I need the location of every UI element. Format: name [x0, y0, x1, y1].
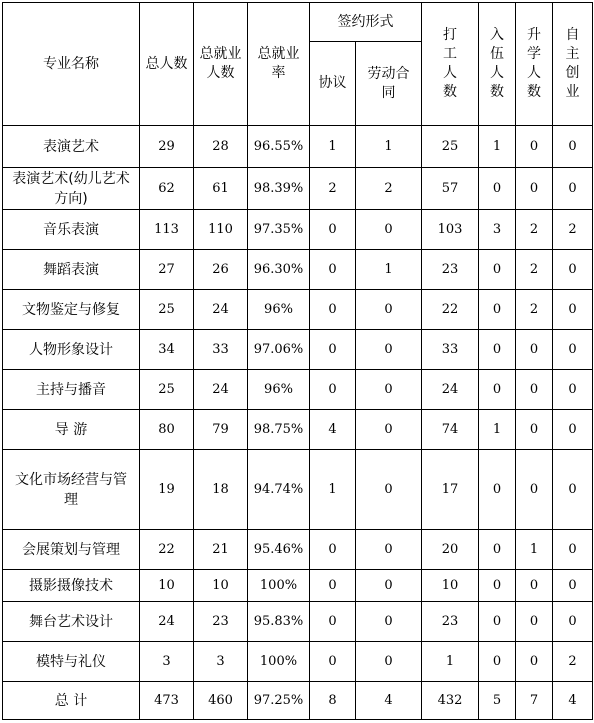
value-cell: 28: [194, 126, 248, 168]
value-cell: 0: [516, 168, 553, 210]
value-cell: 0: [516, 642, 553, 682]
major-name-cell: 会展策划与管理: [3, 530, 140, 570]
major-name-cell: 总 计: [3, 682, 140, 720]
major-name-cell: 摄影摄像技术: [3, 570, 140, 602]
value-cell: 3: [479, 210, 516, 250]
header-labor-contract: 劳动合同: [356, 42, 422, 126]
value-cell: 80: [140, 410, 194, 450]
value-cell: 0: [516, 330, 553, 370]
value-cell: 113: [140, 210, 194, 250]
value-cell: 22: [422, 290, 479, 330]
value-cell: 25: [140, 370, 194, 410]
value-cell: 97.25%: [248, 682, 310, 720]
value-cell: 3: [194, 642, 248, 682]
value-cell: 22: [140, 530, 194, 570]
value-cell: 4: [356, 682, 422, 720]
value-cell: 0: [553, 450, 593, 530]
value-cell: 0: [310, 290, 356, 330]
value-cell: 0: [516, 410, 553, 450]
value-cell: 2: [310, 168, 356, 210]
major-name-cell: 主持与播音: [3, 370, 140, 410]
value-cell: 96.30%: [248, 250, 310, 290]
header-employed: 总就业人数: [194, 3, 248, 126]
value-cell: 10: [140, 570, 194, 602]
value-cell: 8: [310, 682, 356, 720]
value-cell: 2: [516, 250, 553, 290]
table-row: [3, 602, 593, 642]
value-cell: 0: [516, 370, 553, 410]
header-enlist: 入伍人数: [479, 3, 516, 126]
value-cell: 0: [310, 250, 356, 290]
value-cell: 100%: [248, 642, 310, 682]
table-row: [3, 642, 593, 682]
value-cell: 23: [194, 602, 248, 642]
table-body: [3, 126, 593, 720]
value-cell: 0: [479, 450, 516, 530]
table-row: [3, 210, 593, 250]
value-cell: 0: [553, 602, 593, 642]
value-cell: 103: [422, 210, 479, 250]
value-cell: 96%: [248, 290, 310, 330]
value-cell: 96%: [248, 370, 310, 410]
value-cell: 1: [479, 126, 516, 168]
value-cell: 473: [140, 682, 194, 720]
major-name-cell: 表演艺术: [3, 126, 140, 168]
value-cell: 24: [140, 602, 194, 642]
header-agreement: 协议: [310, 42, 356, 126]
value-cell: 100%: [248, 570, 310, 602]
value-cell: 97.35%: [248, 210, 310, 250]
total-row: [3, 682, 593, 720]
header-self-start: 自主创业: [553, 3, 593, 126]
major-name-cell: 导 游: [3, 410, 140, 450]
value-cell: 23: [422, 602, 479, 642]
value-cell: 0: [479, 530, 516, 570]
value-cell: 18: [194, 450, 248, 530]
value-cell: 0: [356, 570, 422, 602]
value-cell: 95.83%: [248, 602, 310, 642]
value-cell: 98.39%: [248, 168, 310, 210]
value-cell: 0: [553, 250, 593, 290]
value-cell: 3: [140, 642, 194, 682]
header-total: 总人数: [140, 3, 194, 126]
value-cell: 1: [310, 126, 356, 168]
value-cell: 0: [356, 330, 422, 370]
value-cell: 62: [140, 168, 194, 210]
value-cell: 0: [553, 168, 593, 210]
value-cell: 24: [194, 370, 248, 410]
value-cell: 94.74%: [248, 450, 310, 530]
value-cell: 0: [553, 410, 593, 450]
header-employment-rate: 总就业率: [248, 3, 310, 126]
value-cell: 25: [422, 126, 479, 168]
major-name-cell: 舞蹈表演: [3, 250, 140, 290]
value-cell: 0: [356, 410, 422, 450]
value-cell: 96.55%: [248, 126, 310, 168]
value-cell: 0: [310, 602, 356, 642]
employment-table-container: [2, 2, 593, 720]
value-cell: 79: [194, 410, 248, 450]
value-cell: 0: [553, 370, 593, 410]
value-cell: 10: [194, 570, 248, 602]
value-cell: 5: [479, 682, 516, 720]
value-cell: 2: [553, 210, 593, 250]
header-major-name: 专业名称: [3, 3, 140, 126]
value-cell: 0: [356, 370, 422, 410]
table-header: [3, 3, 593, 126]
value-cell: 97.06%: [248, 330, 310, 370]
value-cell: 2: [516, 210, 553, 250]
value-cell: 1: [422, 642, 479, 682]
value-cell: 432: [422, 682, 479, 720]
value-cell: 25: [140, 290, 194, 330]
value-cell: 0: [356, 642, 422, 682]
value-cell: 460: [194, 682, 248, 720]
value-cell: 0: [479, 250, 516, 290]
value-cell: 34: [140, 330, 194, 370]
value-cell: 74: [422, 410, 479, 450]
major-name-cell: 舞台艺术设计: [3, 602, 140, 642]
value-cell: 24: [422, 370, 479, 410]
value-cell: 1: [356, 126, 422, 168]
table-row: [3, 450, 593, 530]
value-cell: 27: [140, 250, 194, 290]
value-cell: 0: [553, 570, 593, 602]
value-cell: 0: [356, 450, 422, 530]
value-cell: 0: [516, 602, 553, 642]
table-row: [3, 570, 593, 602]
value-cell: 0: [479, 370, 516, 410]
value-cell: 0: [310, 642, 356, 682]
header-further-study: 升学人数: [516, 3, 553, 126]
value-cell: 61: [194, 168, 248, 210]
value-cell: 20: [422, 530, 479, 570]
major-name-cell: 文物鉴定与修复: [3, 290, 140, 330]
value-cell: 0: [356, 210, 422, 250]
table-row: [3, 168, 593, 210]
value-cell: 0: [479, 168, 516, 210]
value-cell: 0: [516, 570, 553, 602]
value-cell: 0: [310, 570, 356, 602]
table-row: [3, 530, 593, 570]
value-cell: 26: [194, 250, 248, 290]
value-cell: 4: [553, 682, 593, 720]
value-cell: 24: [194, 290, 248, 330]
value-cell: 0: [479, 290, 516, 330]
value-cell: 98.75%: [248, 410, 310, 450]
table-row: [3, 370, 593, 410]
value-cell: 2: [356, 168, 422, 210]
major-name-cell: 人物形象设计: [3, 330, 140, 370]
value-cell: 1: [516, 530, 553, 570]
value-cell: 0: [310, 210, 356, 250]
value-cell: 57: [422, 168, 479, 210]
table-row: [3, 330, 593, 370]
value-cell: 0: [310, 530, 356, 570]
employment-statistics-table: [2, 2, 593, 720]
value-cell: 7: [516, 682, 553, 720]
value-cell: 0: [479, 642, 516, 682]
value-cell: 21: [194, 530, 248, 570]
value-cell: 0: [310, 330, 356, 370]
major-name-cell: 模特与礼仪: [3, 642, 140, 682]
table-row: [3, 250, 593, 290]
value-cell: 110: [194, 210, 248, 250]
value-cell: 17: [422, 450, 479, 530]
value-cell: 0: [479, 602, 516, 642]
value-cell: 29: [140, 126, 194, 168]
value-cell: 0: [516, 126, 553, 168]
value-cell: 0: [310, 370, 356, 410]
header-work: 打工人数: [422, 3, 479, 126]
table-row: [3, 290, 593, 330]
value-cell: 33: [194, 330, 248, 370]
value-cell: 19: [140, 450, 194, 530]
value-cell: 0: [356, 530, 422, 570]
value-cell: 0: [553, 126, 593, 168]
value-cell: 1: [356, 250, 422, 290]
table-row: [3, 410, 593, 450]
value-cell: 0: [553, 290, 593, 330]
major-name-cell: 文化市场经营与管理: [3, 450, 140, 530]
value-cell: 0: [553, 330, 593, 370]
value-cell: 23: [422, 250, 479, 290]
value-cell: 0: [356, 602, 422, 642]
value-cell: 0: [553, 530, 593, 570]
table-row: [3, 126, 593, 168]
value-cell: 1: [479, 410, 516, 450]
value-cell: 10: [422, 570, 479, 602]
value-cell: 95.46%: [248, 530, 310, 570]
value-cell: 4: [310, 410, 356, 450]
header-contract-form: 签约形式: [310, 3, 422, 42]
major-name-cell: 表演艺术(幼儿艺术方向): [3, 168, 140, 210]
value-cell: 0: [516, 450, 553, 530]
value-cell: 33: [422, 330, 479, 370]
value-cell: 0: [356, 290, 422, 330]
value-cell: 2: [553, 642, 593, 682]
value-cell: 0: [479, 570, 516, 602]
value-cell: 0: [479, 330, 516, 370]
value-cell: 2: [516, 290, 553, 330]
value-cell: 1: [310, 450, 356, 530]
major-name-cell: 音乐表演: [3, 210, 140, 250]
